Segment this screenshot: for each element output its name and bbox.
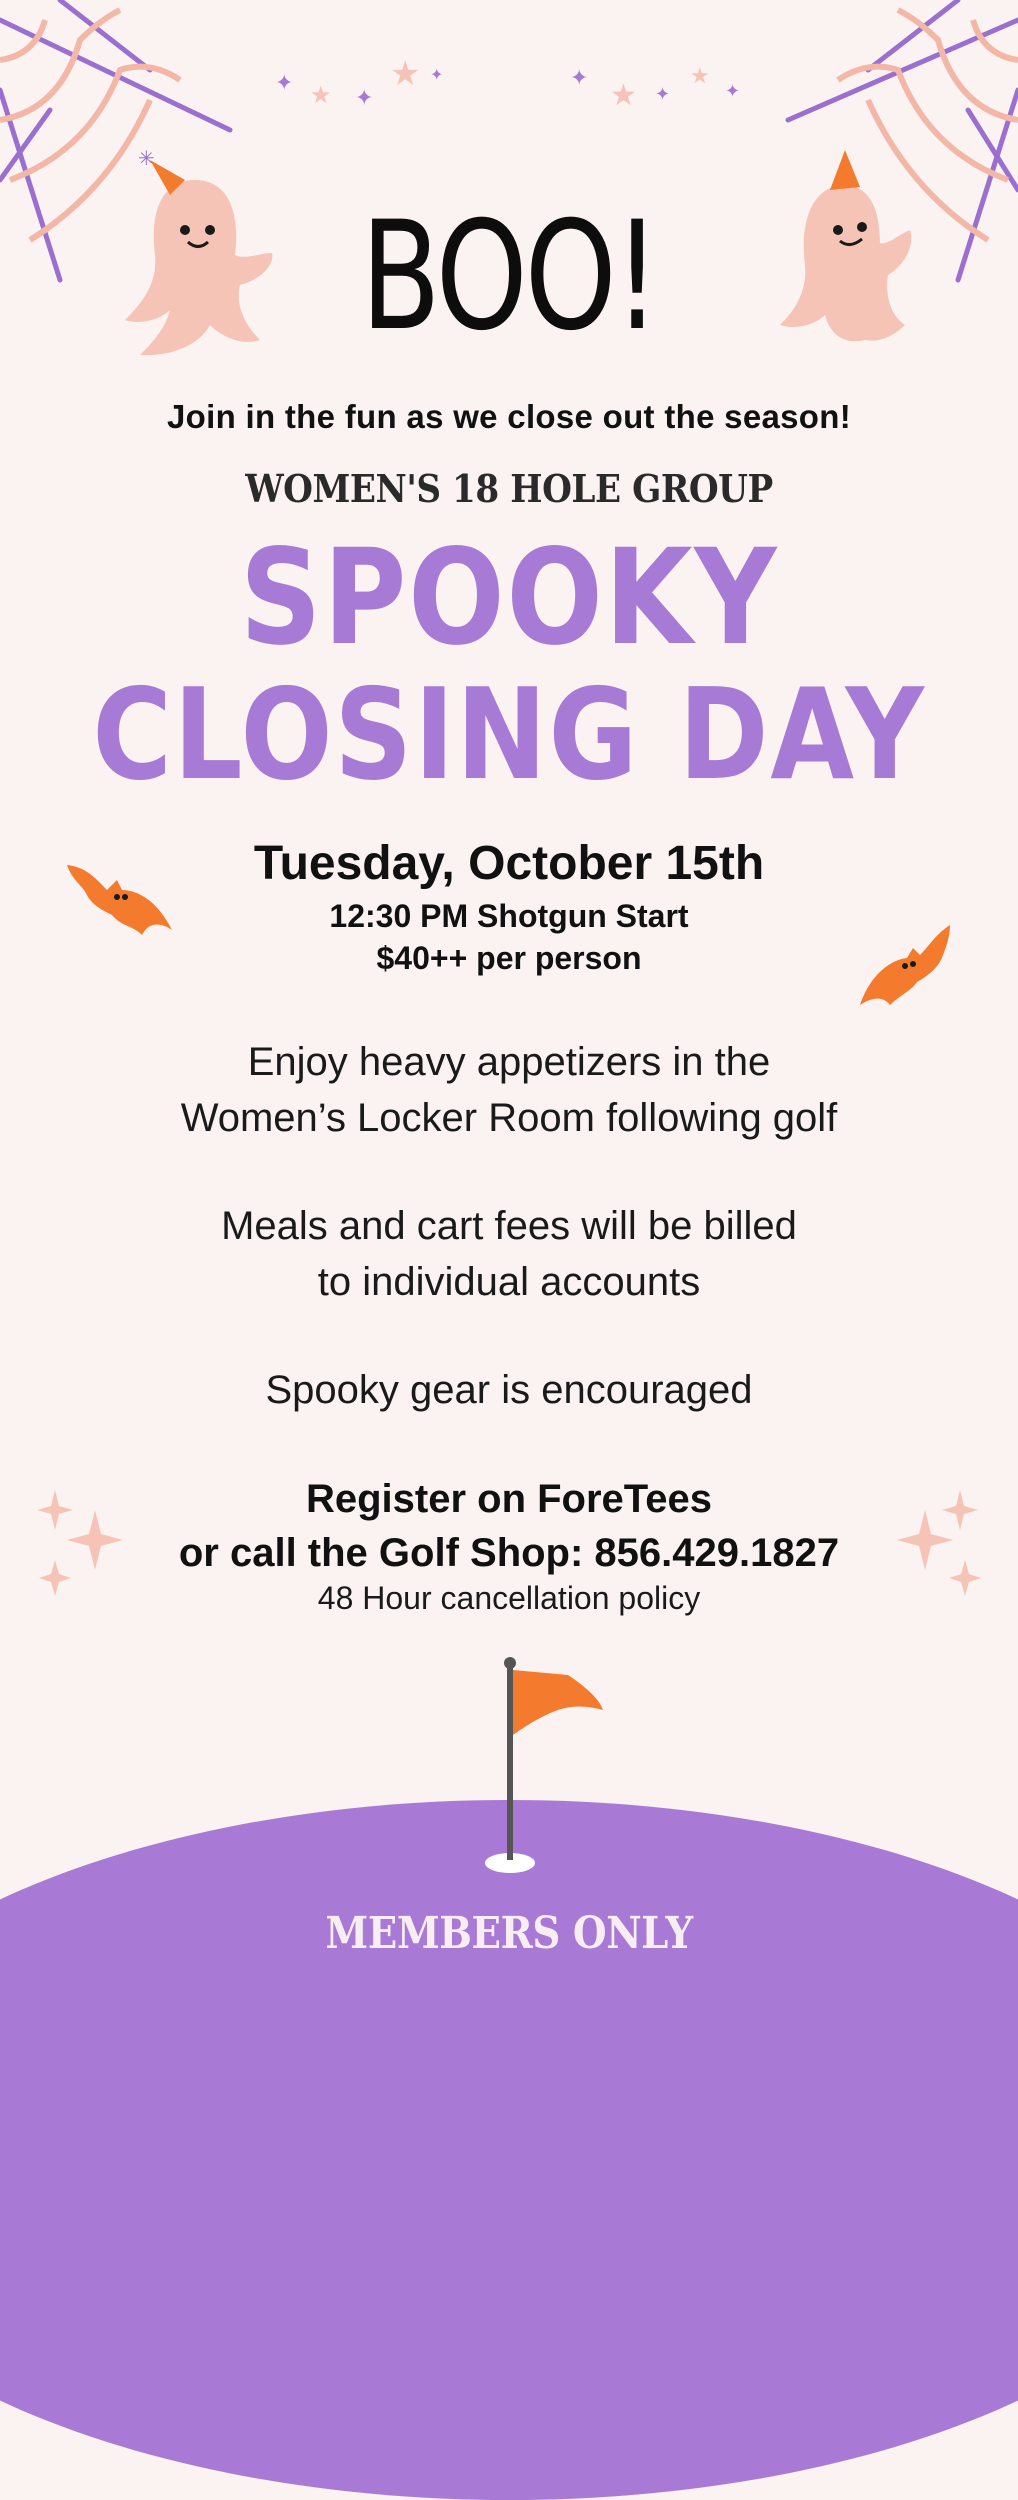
headline: BOO! bbox=[360, 190, 658, 364]
billing-line1: Meals and cart fees will be billed bbox=[221, 1204, 797, 1248]
group-name: WOMEN'S 18 HOLE GROUP bbox=[245, 466, 773, 511]
svg-text:✦: ✦ bbox=[655, 84, 671, 105]
golf-flag-icon bbox=[478, 1655, 618, 1880]
appetizers-text bbox=[0, 1034, 1018, 1146]
footer-hill bbox=[0, 1800, 1018, 2500]
gear-text: Spooky gear is encouraged bbox=[265, 1368, 753, 1412]
star-icon bbox=[270, 55, 470, 115]
svg-text:✦: ✦ bbox=[725, 81, 741, 102]
svg-text:✦: ✦ bbox=[430, 65, 444, 84]
start-time: 12:30 PM Shotgun Start bbox=[329, 898, 689, 934]
party-hat-icon bbox=[830, 150, 860, 190]
registration-line2: or call the Golf Shop: 856.429.1827 bbox=[178, 1531, 840, 1575]
moon-icon bbox=[472, 36, 552, 136]
event-date: Tuesday, October 15th bbox=[253, 837, 765, 890]
price: $40++ per person bbox=[376, 940, 642, 976]
billing-line2: to individual accounts bbox=[317, 1260, 701, 1304]
event-title-line1: SPOOKY bbox=[239, 521, 779, 675]
appetizers-line2: Women’s Locker Room following golf bbox=[180, 1096, 838, 1140]
svg-text:★: ★ bbox=[390, 55, 421, 94]
event-title-line2: CLOSING DAY bbox=[92, 661, 926, 808]
tagline: Join in the fun as we close out the season! bbox=[166, 398, 852, 435]
svg-text:✳: ✳ bbox=[138, 146, 155, 170]
svg-text:✦: ✦ bbox=[275, 71, 294, 96]
cancellation-policy: 48 Hour cancellation policy bbox=[317, 1580, 701, 1616]
registration-line1: Register on ForeTees bbox=[305, 1477, 713, 1521]
star-icon bbox=[560, 55, 760, 115]
svg-text:★: ★ bbox=[310, 81, 332, 109]
billing-text bbox=[0, 1198, 1018, 1310]
appetizers-line1: Enjoy heavy appetizers in the bbox=[247, 1040, 771, 1084]
registration-info bbox=[0, 1472, 1018, 1580]
svg-text:★: ★ bbox=[690, 64, 710, 89]
svg-text:★: ★ bbox=[610, 78, 637, 113]
svg-text:✦: ✦ bbox=[355, 86, 374, 111]
members-only-label: MEMBERS ONLY bbox=[325, 1908, 693, 1959]
svg-text:✦: ✦ bbox=[570, 66, 589, 91]
